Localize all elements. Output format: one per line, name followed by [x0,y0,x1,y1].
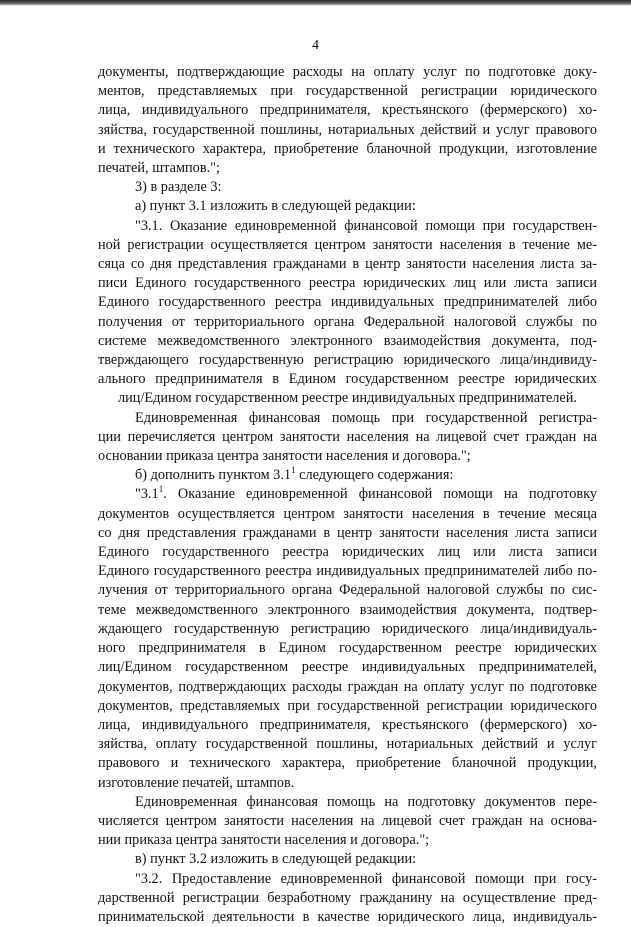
text-line: лучения от территориального органа Федеральной налоговой службы по сис- [98,582,597,599]
text-line: Единого государственного реестра юридических лиц или листа записи [98,544,597,561]
text-line: Единого государственного реестра индивидуальных предпринимателей либо по- [98,563,597,580]
text-line: б) дополнить пунктом $3.1^1$ следующего содержания: [135,465,454,484]
text-line: лица, индивидуального предпринимателя, крестьянского (фермерского) хо- [98,102,597,119]
text-line: Единовременная финансовая помощь на подготовку документов пере- [135,793,597,810]
text-line: изготовление печатей, штампов. [98,774,295,791]
text-line: Единовременная финансовая помощь при государственной регистра- [135,409,597,426]
text-line: теме межведомственного электронного взаимодействия документа, подтвер- [98,601,597,618]
text-line: ждающего государственную регистрацию юридического лица/индивидуаль- [98,620,597,637]
text-line: 3) в разделе 3: [135,179,222,196]
text-line: правового и технического характера, приобретение бланочной продукции, [98,755,597,772]
text-line: "$3.1^1$. Оказание единовременной финансовой помощи на подготовку [135,484,597,503]
text-line: в) пункт 3.2 изложить в следующей редакции: [135,851,417,868]
text-line: ального предпринимателя в Едином государственном реестре юридических [98,371,597,388]
text-line: ной регистрации осуществляется центром занятости населения в течение ме- [98,236,597,253]
text-line: писи Единого государственного реестра юридических лиц или листа записи [98,275,597,292]
text-line: нии приказа центра занятости населения и договора."; [98,832,430,849]
text-line: дарственной регистрации безработному гражданину на осуществление пред- [98,889,597,906]
text-line: печатей, штампов."; [98,160,220,177]
text-line: документов, подтверждающих расходы граждан на оплату услуг по подготовке [98,678,597,695]
text-line: ции перечисляется центром занятости населения на лицевой счет граждан на [98,428,597,445]
scan-top-edge [0,0,631,6]
document-body [98,63,597,927]
text-line: сяца со дня представления гражданами в центр занятости населения листа за- [98,256,597,273]
text-line: лица, индивидуального предпринимателя, крестьянского (фермерского) хо- [98,716,597,733]
superscript: 1 [291,465,296,476]
text-line: документы, подтверждающие расходы на оплату услуг по подготовке доку- [98,64,597,80]
text-line: и технического характера, приобретение бланочной продукции, изготовление [98,140,597,157]
text-line: "3.1. Оказание единовременной финансовой помощи при государствен- [135,217,597,234]
text-line: основании приказа центра занятости населения и договора."; [98,448,471,465]
text-line: со дня представления гражданами в центр занятости населения листа записи [98,524,597,541]
text-line: "3.2. Предоставление единовременной финансовой помощи при госу- [135,870,597,887]
page-number: 4 [312,38,319,53]
text-line: Единого государственного реестра индивидуальных предпринимателей либо [98,294,597,311]
superscript: 1 [158,484,164,495]
text-line: системе межведомственного электронного взаимодействия документа, под- [98,332,597,349]
text-line: ментов, представляемых при государственной регистрации юридического [98,83,597,100]
text-line: зяйства, оплату государственной пошлины, нотариальных действий и услуг [98,736,597,753]
text-line: а) пункт 3.1 изложить в следующей редакции: [135,198,416,215]
text-line: документов, представляемых при государственной регистрации юридического [98,697,597,714]
text-line: лиц/Едином государственном реестре индивидуальных предпринимателей, [98,659,597,676]
text-line: тверждающего государственную регистрацию юридического лица/индивиду- [98,352,597,369]
text-line: лиц/Едином государственном реестре индивидуальных предпринимателей. [117,390,577,407]
text-line: числяется центром занятости населения на лицевой счет граждан на основа- [98,812,597,829]
text-line: зяйства, государственной пошлины, нотариальных действий и услуг правового [98,121,597,138]
text-line: получения от территориального органа Федеральной налоговой службы по [98,313,597,330]
text-line: документов осуществляется центром занятости населения в течение месяца [98,505,597,522]
text-line: принимательской деятельности в качестве юридического лица, индивидуаль- [98,908,597,925]
text-line: ного предпринимателя в Едином государственном реестре юридических [98,640,597,657]
